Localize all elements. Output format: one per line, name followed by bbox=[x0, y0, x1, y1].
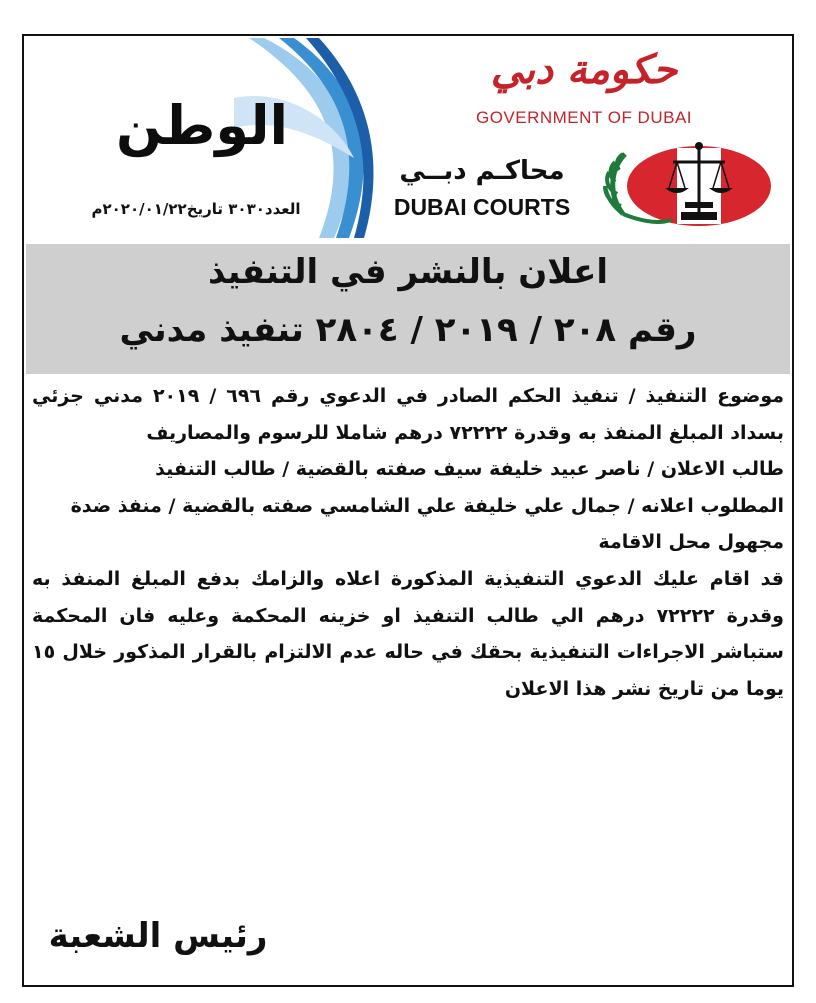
notice-statement: قد اقام عليك الدعوي التنفيذية المذكورة اعلاه والزامك بدفع المبلغ المنفذ به وقدرة ٧٢٢٢٢ درهم الي طالب التنفيذ او خزينه المحكمة وعليه فان المحكمة ستباشر الاجراءات التنفيذية بحقك في حاله عدم الالتزام بالقرار المذكور خلال ١٥ يوما من تاريخ نشر هذا الاعلان bbox=[32, 567, 784, 700]
notice-title: اعلان بالنشر في التنفيذ bbox=[208, 252, 608, 292]
case-number: رقم ٢٠٨ / ٢٠١٩ / ٢٨٠٤ تنفيذ مدني bbox=[119, 310, 697, 350]
notice-frame bbox=[22, 34, 794, 987]
issue-date: العدد٣٠٣٠ تاريخ٢٠٢٠/٠١/٢٢م bbox=[91, 200, 301, 218]
government-name-arabic: حكومة دبي bbox=[490, 46, 678, 93]
government-name-english: GOVERNMENT OF DUBAI bbox=[475, 108, 693, 127]
signature: رئيس الشعبة bbox=[48, 916, 268, 956]
courts-name-arabic: محاكـم دبــي bbox=[399, 156, 565, 186]
newspaper-name: الوطن bbox=[115, 94, 289, 157]
residence-status: مجهول محل الاقامة bbox=[598, 531, 784, 554]
execution-subject: موضوع التنفيذ / تنفيذ الحكم الصادر في الدعوي رقم ٦٩٦ / ٢٠١٩ مدني جزئي بسداد المبلغ المنفذ به وقدرة ٧٢٢٢٢ درهم شاملا للرسوم والمصاريف bbox=[32, 385, 785, 444]
notice-respondent: المطلوب اعلانه / جمال علي خليفة علي الشامسي صفته بالقضية / منفذ ضدة bbox=[70, 494, 784, 517]
courts-name-english: DUBAI COURTS bbox=[393, 194, 571, 220]
header bbox=[24, 36, 792, 244]
title-band bbox=[26, 244, 790, 374]
scales-of-justice-emblem bbox=[599, 136, 774, 236]
notice-requester: طالب الاعلان / ناصر عبيد خليفة سيف صفته بالقضية / طالب التنفيذ bbox=[155, 458, 784, 481]
notice-body bbox=[32, 378, 784, 707]
